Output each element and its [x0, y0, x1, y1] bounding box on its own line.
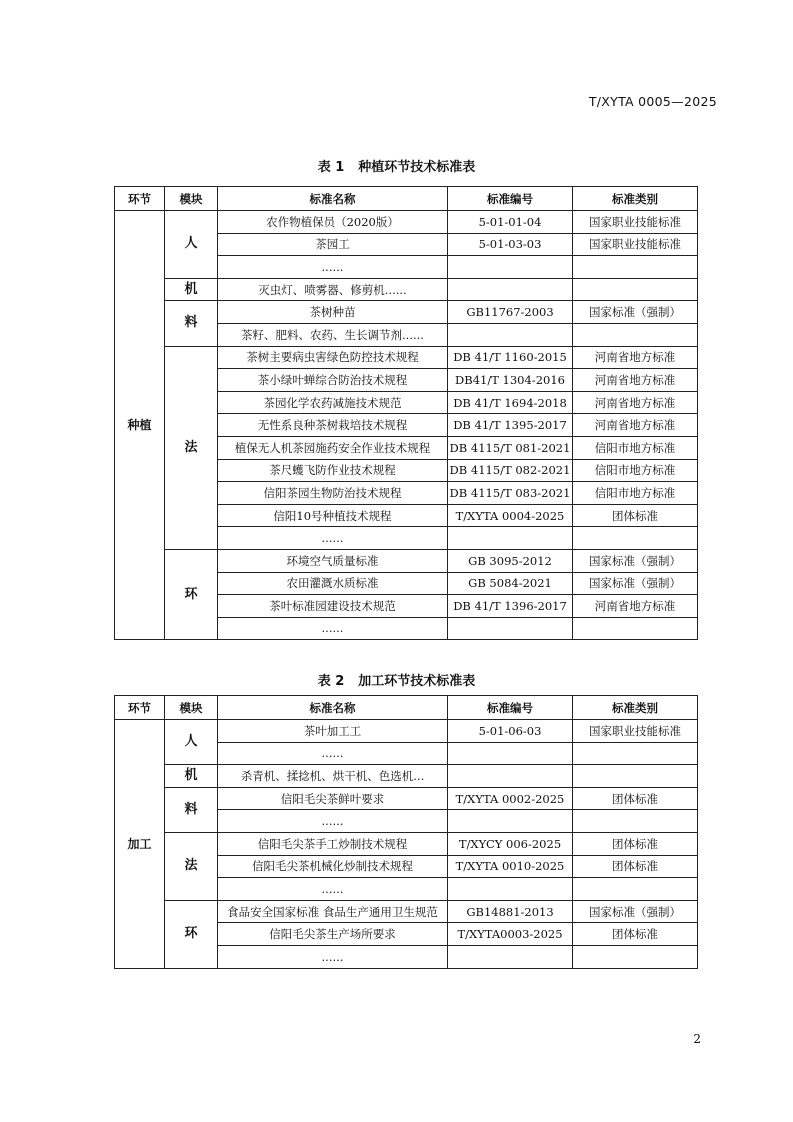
standard-category-cell: 团体标准: [573, 832, 698, 855]
standard-name-cell: 茶尺蠖飞防作业技术规程: [218, 459, 448, 482]
standard-name-cell: 信阳毛尖茶生产场所要求: [218, 923, 448, 946]
standard-code-cell: T/XYTA 0004-2025: [448, 504, 573, 527]
standard-name-cell: 信阳毛尖茶鲜叶要求: [218, 787, 448, 810]
standard-name-cell: 灭虫灯、喷雾器、修剪机......: [218, 278, 448, 301]
standard-code-cell: DB 41/T 1160-2015: [448, 346, 573, 369]
column-header: 环节: [115, 187, 165, 211]
standard-name-cell: 茶园化学农药减施技术规范: [218, 391, 448, 414]
standard-name-cell: ......: [218, 878, 448, 901]
standard-name-cell: 信阳10号种植技术规程: [218, 504, 448, 527]
standard-name-cell: 食品安全国家标准 食品生产通用卫生规范: [218, 900, 448, 923]
standard-name-cell: ......: [218, 945, 448, 968]
table2-caption-number: 表 2: [317, 674, 345, 689]
table1-caption: [0, 156, 793, 175]
standard-category-cell: [573, 527, 698, 550]
standard-category-cell: 国家职业技能标准: [573, 211, 698, 234]
table-row: [115, 301, 698, 324]
standard-code-cell: [448, 878, 573, 901]
table-row: [115, 346, 698, 369]
standard-code-cell: [448, 742, 573, 765]
module-cell: 法: [165, 832, 218, 900]
standard-code-cell: DB 41/T 1694-2018: [448, 391, 573, 414]
standard-code-cell: T/XYTA0003-2025: [448, 923, 573, 946]
standard-code-cell: DB 41/T 1395-2017: [448, 414, 573, 437]
standard-category-cell: [573, 323, 698, 346]
standard-code-cell: DB 41/T 1396-2017: [448, 595, 573, 618]
standard-name-cell: 茶叶加工工: [218, 720, 448, 743]
standard-name-cell: 植保无人机茶园施药安全作业技术规程: [218, 436, 448, 459]
standard-code-cell: T/XYTA 0010-2025: [448, 855, 573, 878]
standard-category-cell: 团体标准: [573, 923, 698, 946]
standard-name-cell: 信阳茶园生物防治技术规程: [218, 482, 448, 505]
standard-name-cell: 农田灌溉水质标准: [218, 572, 448, 595]
standard-code-cell: 5-01-06-03: [448, 720, 573, 743]
processing-standards-table: [114, 695, 698, 969]
segment-cell: 加工: [115, 720, 165, 969]
standard-category-cell: 国家职业技能标准: [573, 720, 698, 743]
standard-name-cell: 环境空气质量标准: [218, 549, 448, 572]
column-header: 模块: [165, 696, 218, 720]
column-header: 模块: [165, 187, 218, 211]
standard-category-cell: 国家职业技能标准: [573, 233, 698, 256]
standard-code-cell: [448, 765, 573, 788]
standard-category-cell: [573, 278, 698, 301]
module-cell: 环: [165, 549, 218, 639]
standard-category-cell: 国家标准（强制）: [573, 301, 698, 324]
standard-name-cell: ......: [218, 256, 448, 279]
standard-name-cell: 农作物植保员（2020版）: [218, 211, 448, 234]
column-header: 标准名称: [218, 187, 448, 211]
document-code: T/XYTA 0005—2025: [588, 94, 717, 109]
table-row: [115, 765, 698, 788]
page-number: 2: [693, 1032, 701, 1046]
segment-cell: 种植: [115, 211, 165, 640]
standard-code-cell: 5-01-01-04: [448, 211, 573, 234]
standard-category-cell: 河南省地方标准: [573, 391, 698, 414]
standard-code-cell: T/XYTA 0002-2025: [448, 787, 573, 810]
column-header: 标准类别: [573, 187, 698, 211]
standard-category-cell: [573, 810, 698, 833]
standard-category-cell: 信阳市地方标准: [573, 482, 698, 505]
standard-category-cell: [573, 945, 698, 968]
module-cell: 法: [165, 346, 218, 549]
module-cell: 料: [165, 301, 218, 346]
table-header-row: [115, 696, 698, 720]
column-header: 标准编号: [448, 696, 573, 720]
table1-caption-number: 表 1: [317, 160, 345, 175]
standard-name-cell: 信阳毛尖茶手工炒制技术规程: [218, 832, 448, 855]
column-header: 标准编号: [448, 187, 573, 211]
table2-caption: [0, 670, 793, 689]
standard-code-cell: [448, 945, 573, 968]
standard-code-cell: DB 4115/T 083-2021: [448, 482, 573, 505]
table-row: [115, 832, 698, 855]
standard-code-cell: GB11767-2003: [448, 301, 573, 324]
standard-name-cell: 杀青机、揉捻机、烘干机、色选机...: [218, 765, 448, 788]
standard-name-cell: 信阳毛尖茶机械化炒制技术规程: [218, 855, 448, 878]
standard-name-cell: ......: [218, 742, 448, 765]
standard-code-cell: DB 4115/T 082-2021: [448, 459, 573, 482]
module-cell: 环: [165, 900, 218, 968]
standard-code-cell: T/XYCY 006-2025: [448, 832, 573, 855]
standard-category-cell: 河南省地方标准: [573, 414, 698, 437]
module-cell: 人: [165, 720, 218, 765]
standard-name-cell: ......: [218, 810, 448, 833]
table-row: [115, 720, 698, 743]
standard-category-cell: [573, 617, 698, 640]
standard-category-cell: 团体标准: [573, 855, 698, 878]
standard-category-cell: 国家标准（强制）: [573, 572, 698, 595]
table-row: [115, 211, 698, 234]
standard-category-cell: 团体标准: [573, 504, 698, 527]
column-header: 环节: [115, 696, 165, 720]
table2-caption-title: 加工环节技术标准表: [358, 674, 476, 689]
standard-code-cell: [448, 810, 573, 833]
standard-code-cell: [448, 278, 573, 301]
standard-name-cell: ......: [218, 617, 448, 640]
standard-name-cell: 茶小绿叶蝉综合防治技术规程: [218, 369, 448, 392]
standard-category-cell: 团体标准: [573, 787, 698, 810]
module-cell: 机: [165, 278, 218, 301]
standard-name-cell: 茶园工: [218, 233, 448, 256]
standard-code-cell: GB 5084-2021: [448, 572, 573, 595]
table-row: [115, 549, 698, 572]
standard-name-cell: 茶叶标准园建设技术规范: [218, 595, 448, 618]
module-cell: 机: [165, 765, 218, 788]
standard-name-cell: 茶树主要病虫害绿色防控技术规程: [218, 346, 448, 369]
standard-name-cell: 茶籽、肥料、农药、生长调节剂......: [218, 323, 448, 346]
standard-category-cell: 河南省地方标准: [573, 369, 698, 392]
standard-category-cell: 河南省地方标准: [573, 595, 698, 618]
module-cell: 人: [165, 211, 218, 279]
planting-standards-table: [114, 186, 698, 640]
column-header: 标准类别: [573, 696, 698, 720]
standard-code-cell: [448, 256, 573, 279]
standard-category-cell: 信阳市地方标准: [573, 459, 698, 482]
standard-name-cell: 无性系良种茶树栽培技术规程: [218, 414, 448, 437]
standard-code-cell: [448, 323, 573, 346]
standard-category-cell: [573, 742, 698, 765]
standard-category-cell: 国家标准（强制）: [573, 900, 698, 923]
standard-code-cell: [448, 527, 573, 550]
standard-name-cell: 茶树种苗: [218, 301, 448, 324]
standard-code-cell: GB14881-2013: [448, 900, 573, 923]
table1-caption-title: 种植环节技术标准表: [358, 160, 476, 175]
standard-name-cell: ......: [218, 527, 448, 550]
table-row: [115, 900, 698, 923]
table-row: [115, 787, 698, 810]
standard-category-cell: 信阳市地方标准: [573, 436, 698, 459]
column-header: 标准名称: [218, 696, 448, 720]
module-cell: 料: [165, 787, 218, 832]
standard-code-cell: [448, 617, 573, 640]
table-row: [115, 278, 698, 301]
standard-code-cell: GB 3095-2012: [448, 549, 573, 572]
standard-code-cell: DB41/T 1304-2016: [448, 369, 573, 392]
standard-category-cell: [573, 256, 698, 279]
table-header-row: [115, 187, 698, 211]
standard-category-cell: 国家标准（强制）: [573, 549, 698, 572]
standard-code-cell: DB 4115/T 081-2021: [448, 436, 573, 459]
standard-category-cell: 河南省地方标准: [573, 346, 698, 369]
standard-code-cell: 5-01-03-03: [448, 233, 573, 256]
standard-category-cell: [573, 878, 698, 901]
standard-category-cell: [573, 765, 698, 788]
